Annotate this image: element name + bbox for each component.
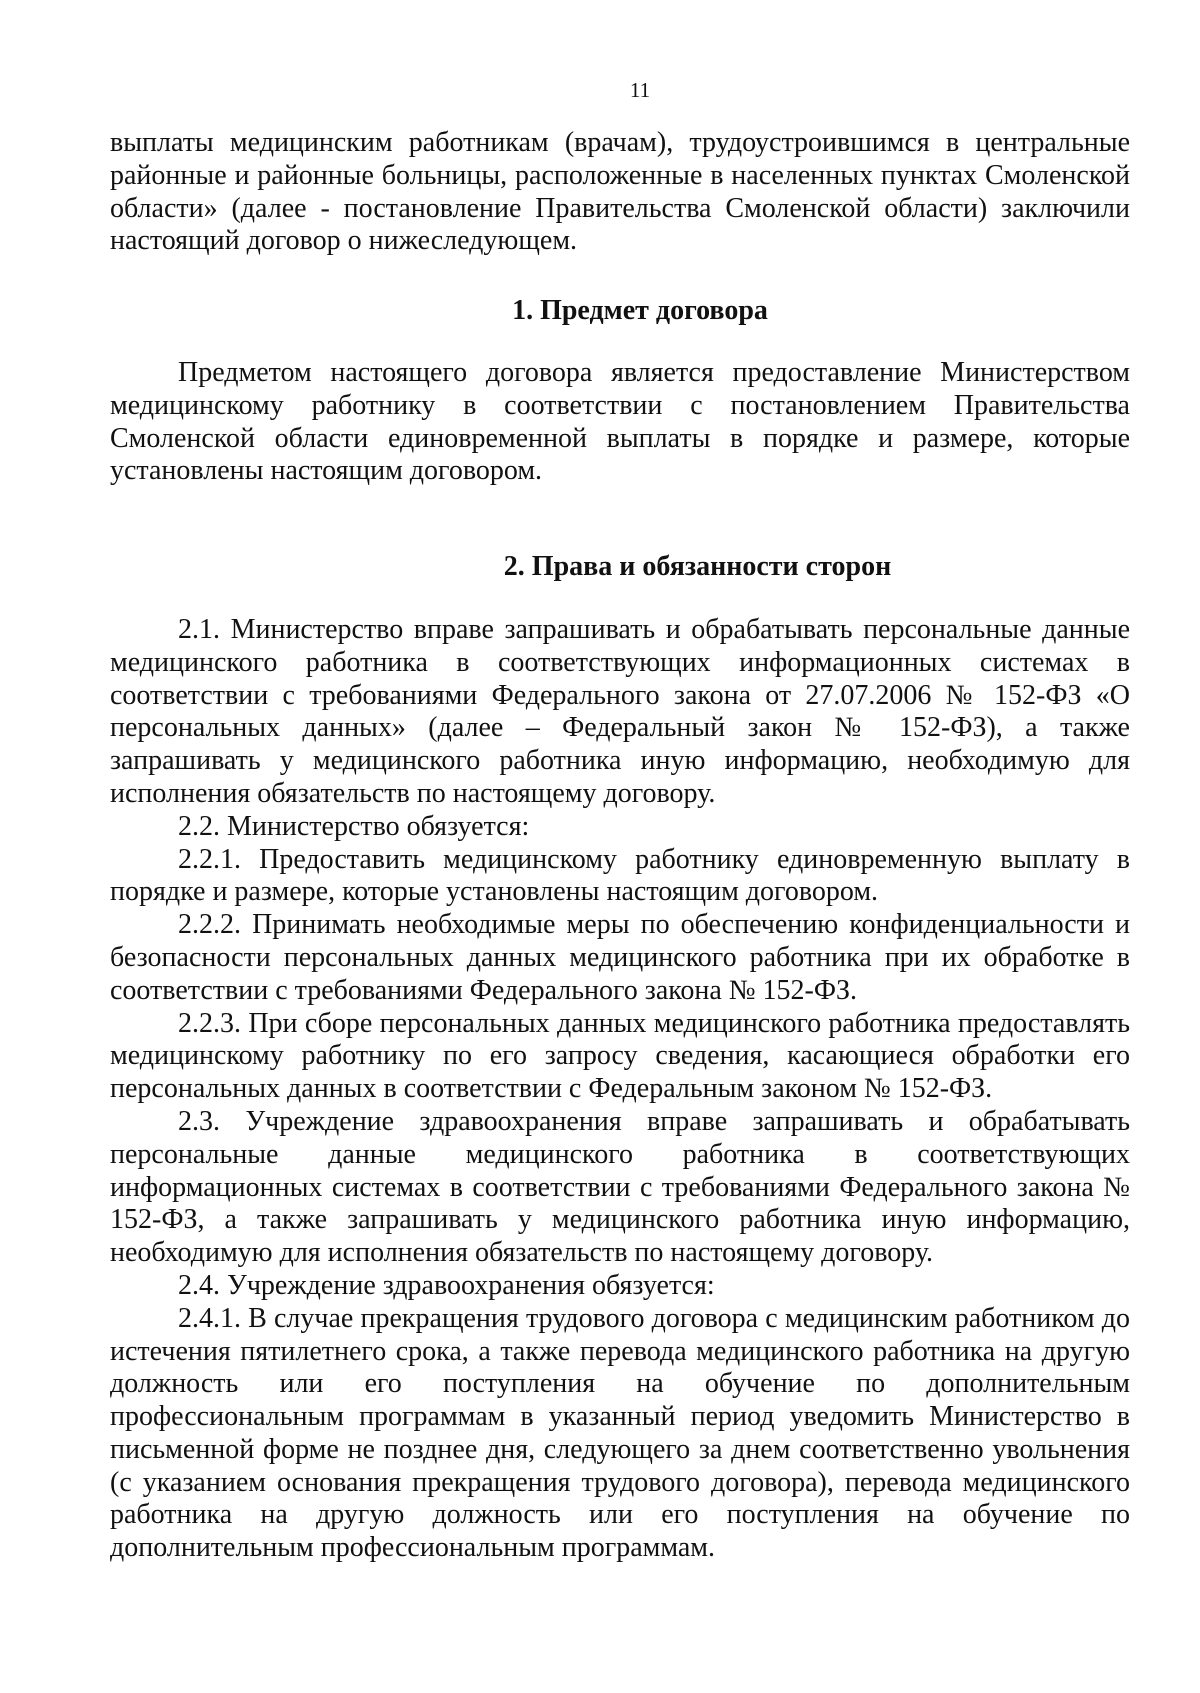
section-2-title: 2. Права и обязанности сторон <box>503 551 892 583</box>
clause-2-2-1: 2.2.1. Предоставить медицинскому работнику единовременную выплату в порядке и размере, которые установлены настоящим договором. <box>110 843 1130 908</box>
clause-2-4: 2.4. Учреждение здравоохранения обязуется: <box>178 1269 715 1301</box>
intro-paragraph: выплаты медицинским работникам (врачам), трудоустроившимся в центральные районные и районные больницы, расположенные в населенных пунктах Смоленской области» (далее - постановление Правительства Смоленской области) заключили настоящий договор о нижеследующем. <box>110 127 1130 257</box>
page-number: 11 <box>629 78 651 102</box>
clause-2-2-2: 2.2.2. Принимать необходимые меры по обеспечению конфиденциальности и безопасности персональных данных медицинского работника при их обработке в соответствии с требованиями Федерального закона № 152-ФЗ. <box>110 909 1130 1006</box>
clause-2-2: 2.2. Министерство обязуется: <box>178 810 530 842</box>
clause-2-2-3: 2.2.3. При сборе персональных данных медицинского работника предоставлять медицинскому работнику по его запросу сведения, касающиеся обработки его персональных данных в соответствии с Федеральным законом № 152-ФЗ. <box>110 1007 1130 1105</box>
clause-2-3: 2.3. Учреждение здравоохранения вправе запрашивать и обрабатывать персональные данные медицинского работника в соответствующих информационных системах в соответствии с требованиями Федерального закона № 152-ФЗ, а также запрашивать у медицинского работника иную информацию, необходимую для исполнения обязательств по настоящему договору. <box>110 1105 1130 1269</box>
section-1-paragraph: Предметом настоящего договора является предоставление Министерством медицинскому работнику в соответствии с постановлением Правительства Смоленской области единовременной выплаты в порядке и размере, которые установлены настоящим договором. <box>110 356 1130 487</box>
section-1-title: 1. Предмет договора <box>512 295 768 327</box>
clause-2-4-1: 2.4.1. В случае прекращения трудового договора с медицинским работником до истечения пятилетнего срока, а также перевода медицинского работника на другую должность или его поступления на обучение по дополнительным профессиональным программам в указанный период уведомить Министерство в письменной форме не позднее дня, следующего за днем соответственно увольнения (с указанием основания прекращения трудового договора), перевода медицинского работника на другую должность или его поступления на обучение по дополнительным профессиональным программам. <box>110 1302 1130 1564</box>
clause-2-1: 2.1. Министерство вправе запрашивать и обрабатывать персональные данные медицинского работника в соответствующих информационных системах в соответствии с требованиями Федерального закона от 27.07.2006 № 152-ФЗ «О персональных данных» (далее – Федеральный закон № 152-ФЗ), а также запрашивать у медицинского работника иную информацию, необходимую для исполнения обязательств по настоящему договору. <box>110 613 1130 809</box>
